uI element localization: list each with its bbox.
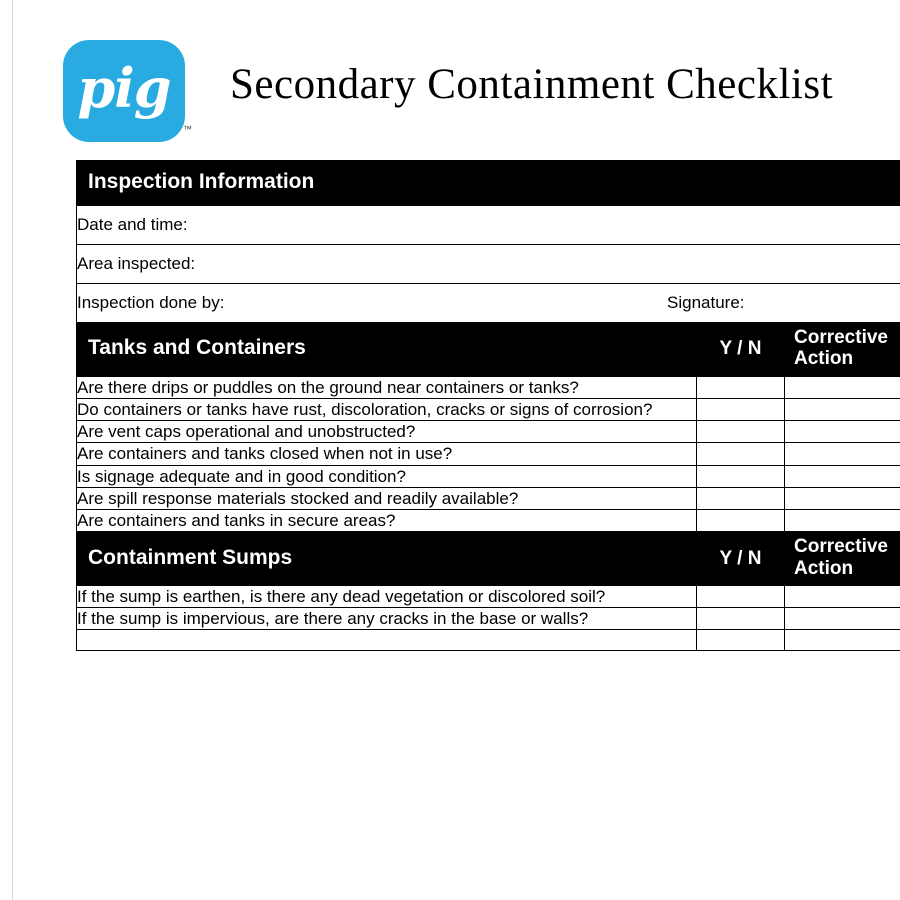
answer-cell-yes-no[interactable]: [697, 585, 785, 607]
table-row: [77, 284, 900, 323]
table-row: [77, 443, 900, 465]
corrective-action-line-2: Action: [794, 557, 854, 579]
answer-cell-corrective-action[interactable]: [785, 585, 900, 607]
table-row: [77, 398, 900, 420]
table-row: [77, 465, 900, 487]
signature-label: Signature:: [667, 293, 745, 312]
table-row: [77, 206, 900, 245]
table-row: [77, 421, 900, 443]
table-row: [77, 608, 900, 630]
trademark-symbol: ™: [183, 124, 192, 134]
column-header-corrective-action: [785, 532, 900, 586]
page-title: Secondary Containment Checklist: [230, 61, 834, 108]
column-header-corrective-action: [785, 323, 900, 377]
answer-cell-yes-no[interactable]: [697, 443, 785, 465]
answer-cell-yes-no[interactable]: [697, 608, 785, 630]
answer-cell-yes-no[interactable]: [697, 376, 785, 398]
answer-cell-yes-no[interactable]: [697, 630, 785, 651]
table-row: [77, 376, 900, 398]
answer-cell-yes-no[interactable]: [697, 398, 785, 420]
field-inspection-done-by[interactable]: [77, 284, 900, 323]
checklist-table: [76, 160, 900, 651]
section-header-tanks-and-containers: [77, 323, 900, 377]
corrective-action-line-1: Corrective: [794, 327, 888, 348]
answer-cell-corrective-action[interactable]: [785, 510, 900, 532]
question-text: Are vent caps operational and unobstructed?: [77, 421, 697, 443]
answer-cell-yes-no[interactable]: [697, 465, 785, 487]
answer-cell-corrective-action[interactable]: [785, 465, 900, 487]
table-row: [77, 585, 900, 607]
table-row: [77, 245, 900, 284]
answer-cell-yes-no[interactable]: [697, 510, 785, 532]
question-text: Is signage adequate and in good condition?: [77, 465, 697, 487]
answer-cell-yes-no[interactable]: [697, 421, 785, 443]
question-text: [77, 630, 697, 651]
answer-cell-corrective-action[interactable]: [785, 421, 900, 443]
answer-cell-corrective-action[interactable]: [785, 443, 900, 465]
question-text: Do containers or tanks have rust, discoloration, cracks or signs of corrosion?: [77, 398, 697, 420]
column-header-yes-no: Y / N: [697, 323, 785, 377]
answer-cell-corrective-action[interactable]: [785, 376, 900, 398]
answer-cell-corrective-action[interactable]: [785, 630, 900, 651]
question-text: If the sump is impervious, are there any cracks in the base or walls?: [77, 608, 697, 630]
question-text: If the sump is earthen, is there any dead vegetation or discolored soil?: [77, 585, 697, 607]
answer-cell-corrective-action[interactable]: [785, 398, 900, 420]
page-left-edge: [0, 0, 13, 900]
corrective-action-line-1: Corrective: [794, 536, 888, 558]
brand-wordmark: pig: [77, 56, 171, 120]
corrective-action-line-2: Action: [794, 348, 854, 370]
answer-cell-corrective-action[interactable]: [785, 487, 900, 509]
answer-cell-yes-no[interactable]: [697, 487, 785, 509]
question-text: Are there drips or puddles on the ground near containers or tanks?: [77, 376, 697, 398]
field-date-and-time[interactable]: Date and time:: [77, 206, 900, 245]
question-text: Are containers and tanks in secure areas?: [77, 510, 697, 532]
section-header-inspection-information: [77, 161, 900, 206]
section-title: Containment Sumps: [77, 532, 697, 586]
section-title: Inspection Information: [77, 161, 900, 206]
field-area-inspected[interactable]: Area inspected:: [77, 245, 900, 284]
document-header: [55, 32, 900, 142]
table-row: [77, 487, 900, 509]
inspection-done-by-label: Inspection done by:: [77, 293, 225, 312]
section-header-containment-sumps: [77, 532, 900, 586]
question-text: Are spill response materials stocked and readily available?: [77, 487, 697, 509]
question-text: Are containers and tanks closed when not in use?: [77, 443, 697, 465]
answer-cell-corrective-action[interactable]: [785, 608, 900, 630]
table-row: [77, 510, 900, 532]
table-row: [77, 630, 900, 651]
brand-logo: [63, 40, 185, 142]
column-header-yes-no: Y / N: [697, 532, 785, 586]
section-title: Tanks and Containers: [77, 323, 697, 377]
